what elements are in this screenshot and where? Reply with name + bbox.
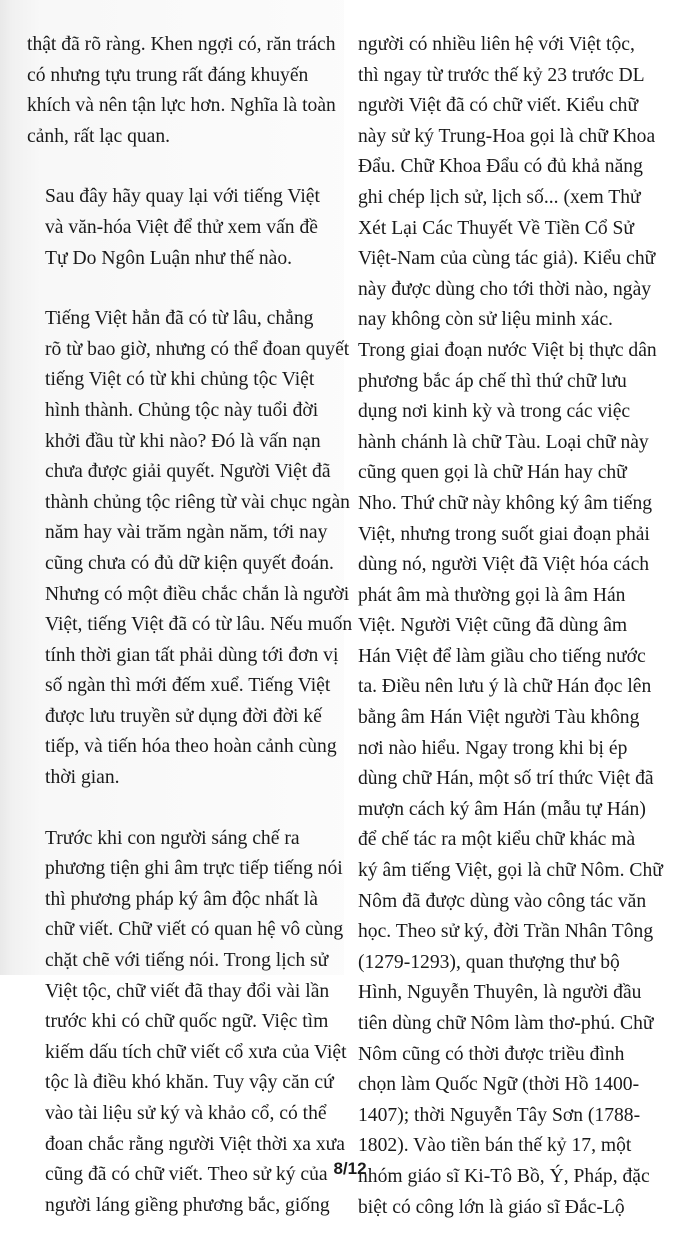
text-line: thời gian. — [45, 767, 120, 789]
text-line: chưa được giải quyết. Người Việt đã — [45, 461, 331, 483]
text-line: chọn làm Quốc Ngữ (thời Hồ 1400- — [358, 1074, 640, 1096]
text-line: hình thành. Chủng tộc này tuổi đời — [45, 399, 319, 421]
text-line: phương bắc áp chế thì thứ chữ lưu — [358, 370, 627, 392]
text-line: 1802). Vào tiền bán thế kỷ 17, một — [358, 1135, 632, 1157]
text-line: có nhưng tựu trung rất đáng khuyến — [27, 64, 309, 86]
text-line: học. Theo sử ký, đời Trần Nhân Tông — [358, 921, 654, 943]
text-line: vào tài liệu sử ký và khảo cổ, có thể — [45, 1103, 327, 1124]
text-line: đoan chắc rằng người Việt thời xa xưa — [45, 1133, 345, 1155]
text-line: năm hay vài trăm ngàn năm, tới nay — [45, 522, 328, 544]
text-line: Nhưng có một điều chắc chắn là người — [45, 583, 350, 605]
text-line: thật đã rõ ràng. Khen ngợi có, răn trách — [27, 34, 336, 55]
text-line: 1407); thời Nguyễn Tây Sơn (1788- — [358, 1104, 641, 1126]
text-line: khích và nên tận lực hơn. Nghĩa là toàn — [27, 95, 336, 117]
text-line: phát âm mà thường gọi là âm Hán — [358, 584, 626, 606]
text-line: tiên dùng chữ Nôm làm thơ-phú. Chữ — [358, 1013, 654, 1034]
text-line: Trước khi con người sáng chế ra — [45, 827, 300, 849]
text-line: dùng nó, người Việt đã Việt hóa cách — [358, 554, 650, 576]
text-line: Trong giai đoạn nước Việt bị thực dân — [358, 339, 657, 361]
text-line: nơi nào hiểu. Ngay trong khi bị ép — [358, 737, 628, 759]
text-line: tộc là điều khó khăn. Tuy vậy căn cứ — [45, 1072, 334, 1094]
text-line: hành chánh là chữ Tàu. Loại chữ này — [358, 431, 649, 453]
text-line: biệt có công lớn là giáo sĩ Đắc-Lộ — [358, 1196, 625, 1218]
text-line: người có nhiều liên hệ với Việt tộc, — [358, 34, 635, 55]
text-line: Đẩu. Chữ Khoa Đẩu có đủ khả năng — [358, 156, 643, 178]
text-line: (1279-1293), quan thượng thư bộ — [358, 951, 620, 973]
text-line: tính thời gian tất phải dùng tới đơn vị — [45, 644, 339, 666]
text-line: khởi đầu từ khi nào? Đó là vấn nạn — [45, 430, 321, 452]
paragraph-1 — [27, 30, 336, 152]
right-column — [358, 30, 672, 1223]
text-line: Nho. Thứ chữ này không ký âm tiếng — [358, 492, 653, 514]
text-line: này sử ký Trung-Hoa gọi là chữ Khoa — [358, 125, 656, 147]
text-line: số ngàn thì mới đếm xuể. Tiếng Việt — [45, 675, 331, 697]
text-line: Việt. Người Việt cũng đã dùng âm — [358, 615, 628, 637]
text-line: thành chủng tộc riêng từ vài chục ngàn — [45, 491, 350, 513]
text-line: phương tiện ghi âm trực tiếp tiếng nói — [45, 858, 343, 880]
text-line: chữ viết. Chữ viết có quan hệ vô cùng — [45, 919, 344, 941]
text-line: Việt, tiếng Việt đã có từ lâu. Nếu muốn — [45, 614, 353, 636]
text-line: ghi chép lịch sử, lịch số... (xem Thử — [358, 186, 641, 208]
text-line: bằng âm Hán Việt người Tàu không — [358, 707, 640, 729]
text-line: rõ từ bao giờ, nhưng có thể đoan quyết — [45, 338, 350, 360]
text-line: mượn cách ký âm Hán (mẫu tự Hán) — [358, 798, 646, 820]
text-line: cũng quen gọi là chữ Hán hay chữ — [358, 462, 627, 484]
text-line: Việt, nhưng trong suốt giai đoạn phải — [358, 523, 650, 545]
text-line: Hình, Nguyễn Thuyên, là người đầu — [358, 982, 642, 1004]
text-line: và văn-hóa Việt để thử xem vấn đề — [45, 216, 318, 238]
text-line: Nôm đã được dùng vào công tác văn — [358, 890, 647, 912]
text-line: ký âm tiếng Việt, gọi là chữ Nôm. Chữ — [358, 860, 663, 882]
text-line: ta. Điều nên lưu ý là chữ Hán đọc lên — [358, 676, 652, 698]
paragraph-3 — [27, 304, 353, 794]
text-line: cảnh, rất lạc quan. — [27, 125, 171, 147]
text-line: dùng chữ Hán, một số trí thức Việt đã — [358, 768, 654, 790]
text-line: Việt-Nam của cùng tác giả). Kiểu chữ — [358, 248, 656, 270]
text-line: Nôm cũng có thời được triều đình — [358, 1043, 625, 1065]
text-line: trước khi có chữ quốc ngữ. Việc tìm — [45, 1011, 329, 1033]
text-line: nhóm giáo sĩ Ki-Tô Bồ, Ý, Pháp, đặc — [358, 1165, 650, 1187]
text-line: cũng đã có chữ viết. Theo sử ký của — [45, 1164, 328, 1186]
text-line: nay không còn sử liệu minh xác. — [358, 309, 613, 331]
text-line: dụng nơi kinh kỳ và trong các việc — [358, 401, 631, 423]
text-line: người Việt đã có chữ viết. Kiểu chữ — [358, 95, 639, 117]
text-line: này được dùng cho tới thời nào, ngày — [358, 278, 652, 300]
text-line: Tiếng Việt hẳn đã có từ lâu, chẳng — [45, 308, 314, 330]
text-line: Việt tộc, chữ viết đã thay đổi vài lần — [45, 980, 330, 1002]
text-line: người láng giềng phương bắc, giống — [45, 1194, 330, 1216]
text-line: thì ngay từ trước thế kỷ 23 trước DL — [358, 64, 645, 86]
paragraph-continued — [358, 30, 672, 1223]
text-line: để chế tác ra một kiểu chữ khác mà — [358, 829, 636, 851]
text-line: tiếng Việt có từ khi chủng tộc Việt — [45, 369, 315, 391]
text-line: kiếm dấu tích chữ viết cổ xưa của Việt — [45, 1041, 347, 1063]
text-line: Hán Việt để làm giầu cho tiếng nước — [358, 645, 646, 667]
text-line: Tự Do Ngôn Luận như thế nào. — [45, 247, 293, 269]
paragraph-2 — [27, 182, 332, 274]
text-line: được lưu truyền sử dụng đời đời kế — [45, 705, 322, 727]
text-line: Sau đây hãy quay lại với tiếng Việt — [45, 186, 320, 208]
text-line: thì phương pháp ký âm độc nhất là — [45, 888, 318, 910]
text-line: tiếp, và tiến hóa theo hoàn cảnh cùng — [45, 736, 337, 758]
text-line: cũng chưa có đủ dữ kiện quyết đoán. — [45, 552, 334, 574]
text-line: Xét Lại Các Thuyết Về Tiền Cổ Sử — [358, 217, 635, 239]
text-line: chặt chẽ với tiếng nói. Trong lịch sử — [45, 950, 329, 972]
page-number: 8/12 — [333, 1159, 367, 1178]
